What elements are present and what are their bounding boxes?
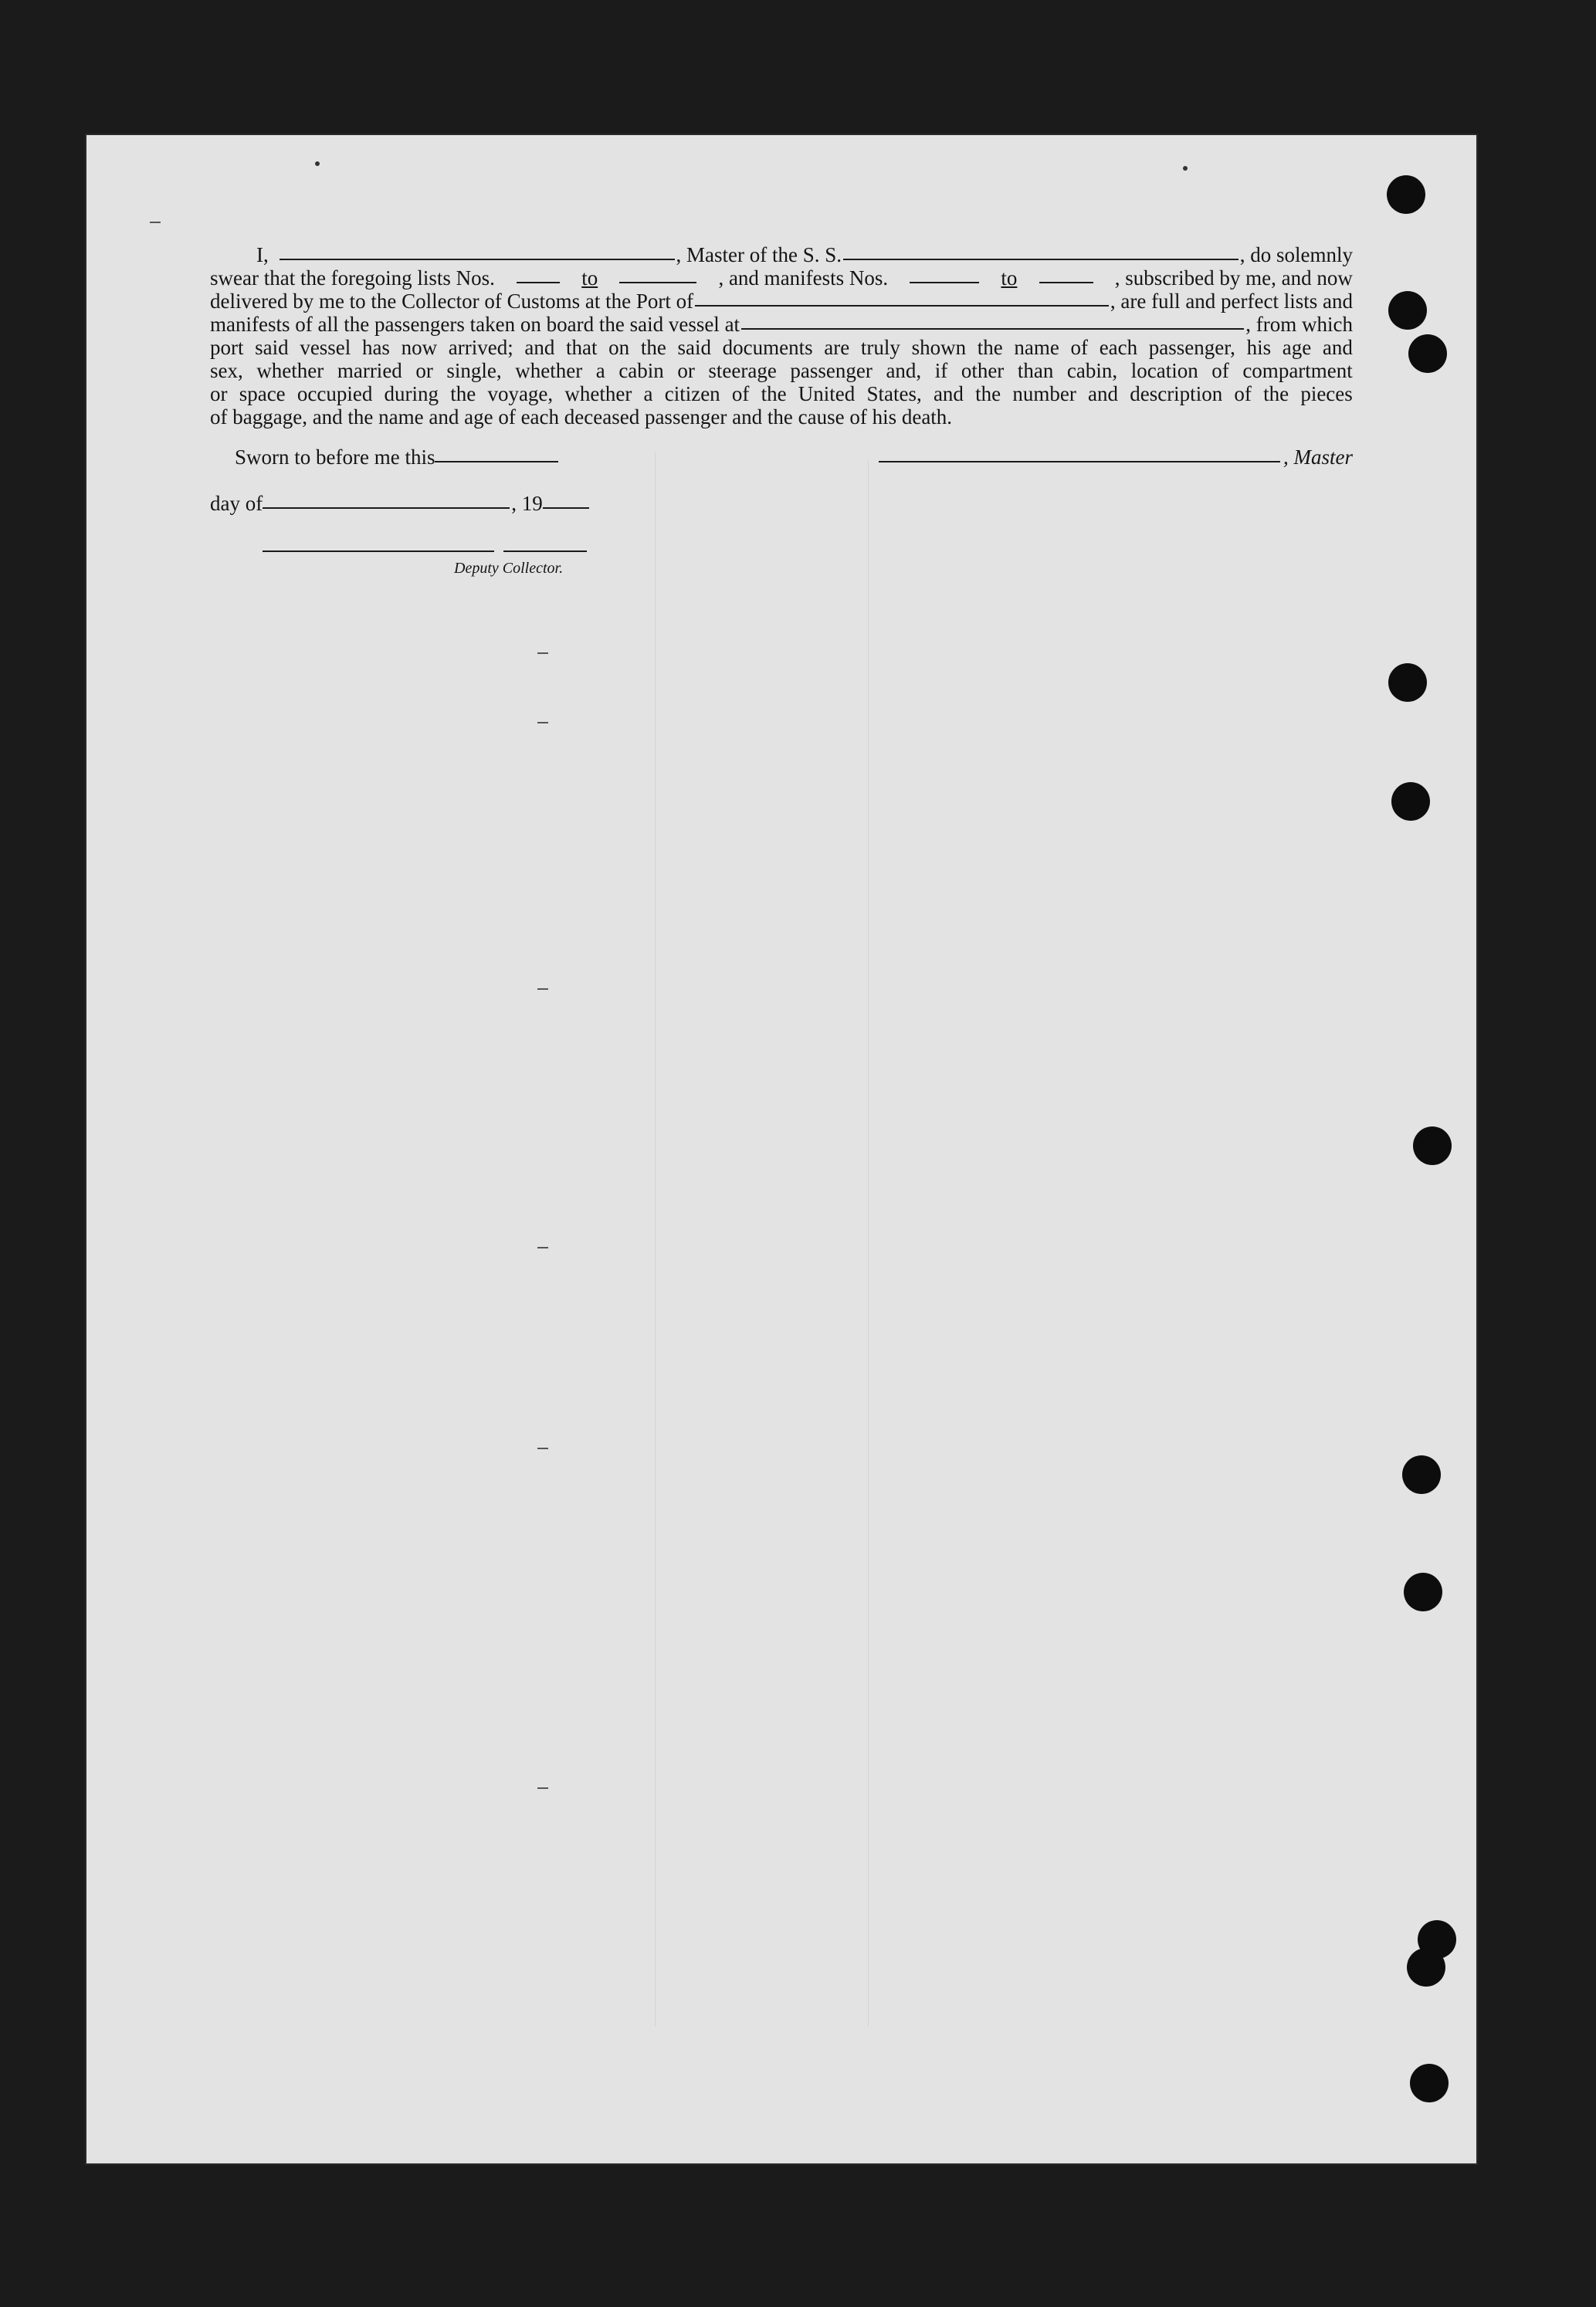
oath-line-4 <box>210 313 1353 336</box>
manifests-from-blank[interactable] <box>910 282 979 283</box>
lists-to-blank[interactable] <box>619 282 696 283</box>
oath-do-solemnly: , do solemnly <box>1239 243 1354 266</box>
margin-dash <box>537 652 548 654</box>
punch-hole <box>1408 334 1447 373</box>
sworn-date-blank[interactable] <box>435 461 558 462</box>
oath-i: I, <box>256 243 269 266</box>
punch-hole <box>1404 1573 1442 1611</box>
oath-and-manifests: , and manifests Nos. <box>718 266 889 290</box>
oath-full-perfect: , are full and perfect lists and <box>1110 290 1353 313</box>
punch-hole <box>1402 1455 1441 1494</box>
punch-hole <box>1413 1126 1452 1165</box>
oath-line-6 <box>210 359 1353 382</box>
punch-hole <box>1388 663 1427 702</box>
oath-manifests-all: manifests of all the passengers taken on board the said vessel at <box>210 313 740 336</box>
deputy-signature-blank[interactable] <box>263 550 494 552</box>
oath-from-which: , from which <box>1245 313 1353 336</box>
oath-swear-lists: swear that the foregoing lists Nos. <box>210 266 495 290</box>
vessel-name-blank[interactable] <box>843 259 1239 260</box>
margin-dash <box>537 988 548 990</box>
punch-hole <box>1387 175 1425 214</box>
oath-line-8 <box>210 405 1353 429</box>
manifests-to-blank[interactable] <box>1039 282 1093 283</box>
punch-hole <box>1407 1948 1445 1987</box>
day-month-blank[interactable] <box>263 507 510 509</box>
master-oath-paragraph <box>210 243 1353 429</box>
deputy-signature-lines <box>263 552 587 554</box>
oath-to-2: to <box>1001 266 1018 290</box>
bleed-through-column <box>655 452 656 2027</box>
oath-master-of-ss: , Master of the S. S. <box>676 243 842 266</box>
year-label: , 19 <box>511 492 543 515</box>
oath-line-5-text: port said vessel has now arrived; and that on the said documents are truly shown the name of each passenger, his age and <box>210 336 1353 359</box>
oath-subscribed: , subscribed by me, and now <box>1114 266 1353 290</box>
ink-speck <box>315 161 320 166</box>
oath-delivered: delivered by me to the Collector of Customs at the Port of <box>210 290 694 313</box>
master-label: , Master <box>1283 445 1353 469</box>
oath-line-3 <box>210 290 1353 313</box>
margin-dash <box>537 722 548 723</box>
deputy-collector-label: Deputy Collector. <box>454 560 564 577</box>
embark-port-blank[interactable] <box>741 328 1244 330</box>
oath-line-1 <box>210 243 1353 266</box>
punch-hole <box>1391 782 1430 821</box>
master-signature-blank[interactable] <box>879 461 1280 462</box>
margin-dash <box>537 1787 548 1789</box>
port-blank[interactable] <box>695 305 1109 307</box>
lists-from-blank[interactable] <box>517 282 560 283</box>
day-of-label: day of <box>210 492 263 515</box>
master-name-blank[interactable] <box>280 259 675 260</box>
oath-line-2 <box>210 266 1353 290</box>
oath-line-6-text: sex, whether married or single, whether a cabin or steerage passenger and, if other than cabin, location of compartment <box>210 359 1353 382</box>
margin-dash <box>537 1448 548 1449</box>
ink-speck <box>1183 166 1188 171</box>
bleed-through-column <box>868 459 869 2027</box>
manifest-page <box>86 135 1476 2163</box>
day-row <box>210 492 589 516</box>
punch-hole <box>1388 291 1427 330</box>
oath-line-7-text: or space occupied during the voyage, whether a citizen of the United States, and the number and description of the pieces <box>210 382 1353 405</box>
oath-to-1: to <box>581 266 598 290</box>
oath-line-8-text: of baggage, and the name and age of each deceased passenger and the cause of his death. <box>210 405 953 429</box>
margin-dash <box>150 222 161 223</box>
sworn-text: Sworn to before me this <box>235 445 435 469</box>
deputy-title-blank[interactable] <box>503 550 587 552</box>
oath-line-5 <box>210 336 1353 359</box>
oath-line-7 <box>210 382 1353 405</box>
margin-dash <box>537 1247 548 1248</box>
sworn-row <box>235 445 1353 469</box>
punch-hole <box>1410 2064 1449 2102</box>
year-blank[interactable] <box>543 507 589 509</box>
